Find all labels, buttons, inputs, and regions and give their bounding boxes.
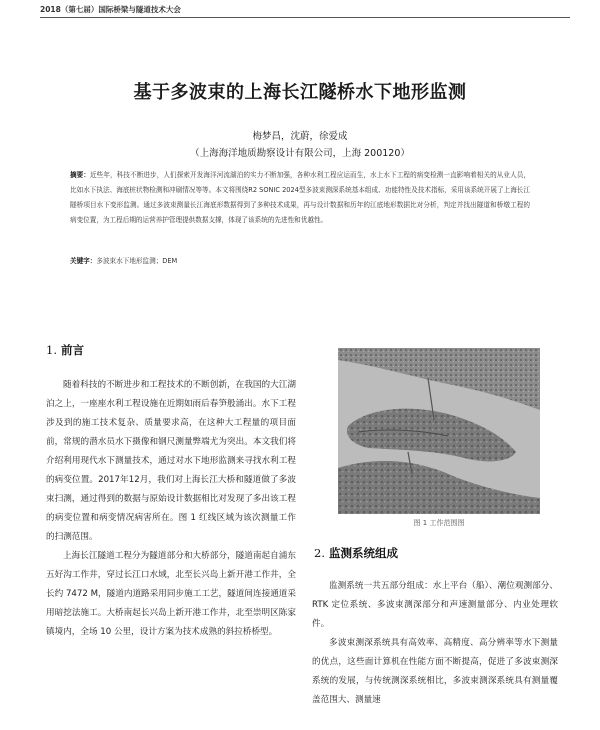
- section-1-paragraph: 上海长江隧道工程分为隧道部分和大桥部分，隧道南起自浦东五好沟工作井，穿过长江口水域，北至长兴岛上新开港工作井，全长约 7472 M，隧道内道路采用同步施工工艺，隧道间连接通道采用暗挖法施工。大桥南起长兴岛上新开港工作井，北至崇明区陈家镇境内，全场 10 公里，设计方案为技术成熟的斜拉桥桥型。: [46, 551, 296, 637]
- section-2-paragraph: 监测系统一共五部分组成：水上平台（船）、潮位观测部分、RTK 定位系统、多波束测深部分和声速测量部分、内业处理软件。: [312, 581, 558, 629]
- section-2-heading: [314, 545, 398, 561]
- abstract: [70, 168, 530, 228]
- section-2-paragraph: 多波束测深系统具有高效率、高精度、高分辨率等水下测量的优点，这些面计算机在性能方面不断提高，促进了多波束测深系统的发展，与传统测深系统相比，多波束测深系统具有测量覆盖范围大、测量速: [312, 638, 558, 705]
- section-2-number: 2.: [314, 546, 325, 560]
- running-title: 2018（第七届）国际桥梁与隧道技术大会: [40, 5, 181, 14]
- section-1-title: 前言: [61, 343, 84, 357]
- keywords-label: 关键字：: [70, 257, 97, 265]
- keywords: [70, 255, 530, 265]
- abstract-text: 近些年，科技不断进步，人们探索开发海洋河流湖泊的实力不断加强，各种水利工程应运而生，水上水下工程的病变检测一直影响着相关的从业人员，比如水下执法、海底桩状物检测和冲刷情况等等。本文将围绕R2 SONIC 2024型多波束测深系统基本组成、功能特性及技术指标，采用该系统开展了上海长江隧桥项目水下变形监测。通过多波束测量长江海底形数据得到了多种技术成果，再与设计数据和历年的江底地形数据比对分析，判定并找出隧道和桥墩工程的病变位置，为工程后期的运营养护管理提供数据支撑，体现了该系统的先进性和优越性。: [70, 171, 531, 224]
- section-1-paragraph: 随着科技的不断进步和工程技术的不断创新，在我国的大江湖泊之上，一座座水利工程设施在近期如雨后春笋般涌出。水下工程涉及到的施工技术复杂、质量要求高，在这种大工程量的项目面前，常规的潜水员水下摄像和钢尺测量弊端尤为突出。本文我们将介绍利用现代水下测量技术，通过对水下地形监测来寻找水利工程的病变位置。2017年12月，我们对上海长江大桥和隧道做了多波束扫测，通过得到的数据与原始设计数据相比对发现了多出该工程的病变位置和病变情况病害所在。图 1 红线区域为该次测量工作的扫测范围。: [46, 380, 296, 542]
- section-2-body: [312, 577, 558, 710]
- section-1-body: [46, 376, 296, 642]
- abstract-label: 摘要：: [70, 171, 91, 179]
- satellite-map-image: [338, 348, 540, 514]
- section-1-heading: [46, 342, 84, 358]
- paper-authors: 梅梦昌，沈蔚，徐爱成: [252, 131, 348, 142]
- paper-affiliation: （上海海洋地质勘察设计有限公司，上海 200120）: [190, 148, 410, 159]
- figure-1-caption: 图 1 工作范围图: [413, 519, 465, 527]
- section-1-number: 1.: [46, 343, 57, 357]
- section-2-title: 监测系统组成: [329, 546, 398, 560]
- paper-title: 基于多波束的上海长江隧桥水下地形监测: [133, 82, 467, 103]
- keywords-text: 多波束水下地形监测；DEM: [96, 257, 178, 265]
- figure-1-map: [338, 348, 540, 514]
- running-header: [40, 4, 570, 18]
